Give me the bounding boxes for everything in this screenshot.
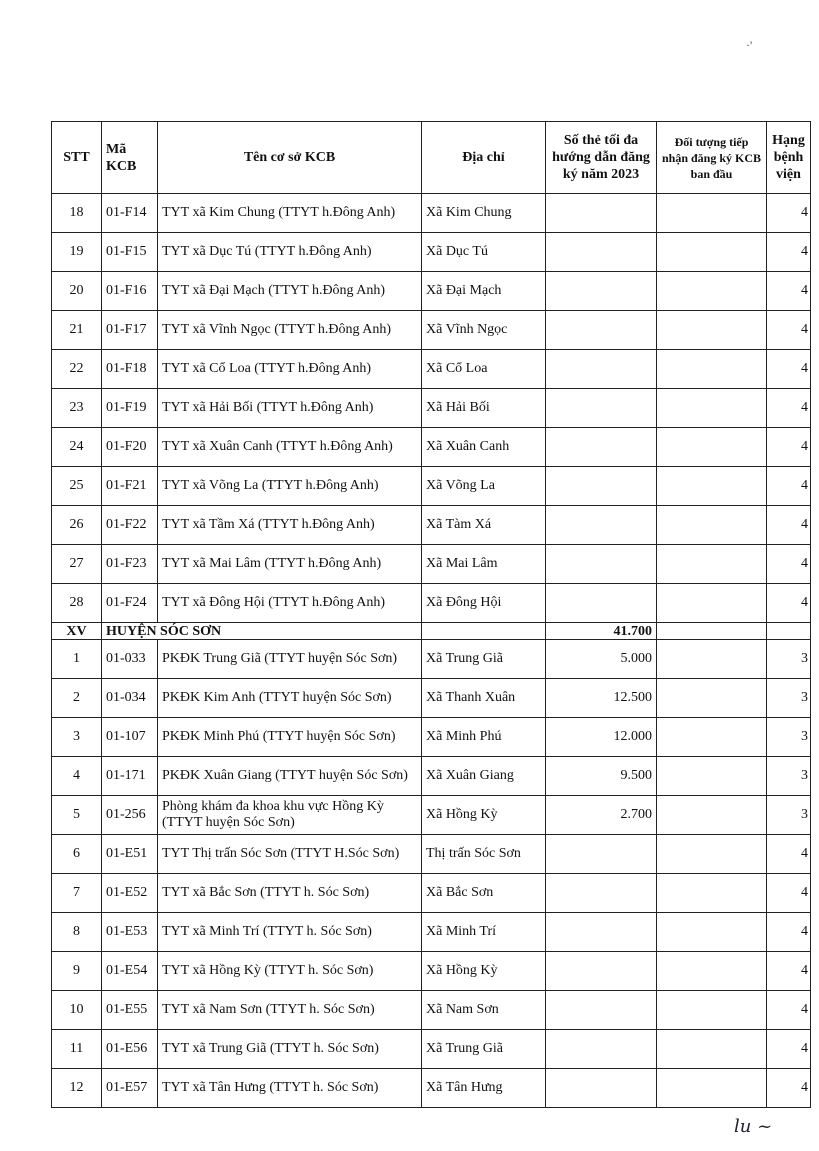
cell-ma-kcb: 01-E55 <box>102 991 158 1030</box>
cell-hang: 3 <box>767 640 811 679</box>
cell-doi-tuong <box>657 679 767 718</box>
cell-hang: 4 <box>767 389 811 428</box>
cell-so-the <box>546 835 657 874</box>
cell-ma-kcb: 01-E54 <box>102 952 158 991</box>
cell-so-the: 2.700 <box>546 796 657 835</box>
table-row <box>52 467 811 506</box>
cell-dia-chi: Thị trấn Sóc Sơn <box>422 835 546 874</box>
cell-doi-tuong <box>657 584 767 623</box>
cell-stt: 11 <box>52 1030 102 1069</box>
cell-so-the <box>546 913 657 952</box>
cell-dia-chi: Xã Trung Giã <box>422 640 546 679</box>
table-row <box>52 545 811 584</box>
cell-ten-co-so: TYT xã Võng La (TTYT h.Đông Anh) <box>158 467 422 506</box>
cell-doi-tuong <box>657 311 767 350</box>
cell-stt: 19 <box>52 233 102 272</box>
corner-mark: ·' <box>746 38 753 52</box>
cell-ten-co-so: TYT xã Nam Sơn (TTYT h. Sóc Sơn) <box>158 991 422 1030</box>
cell-ma-kcb: 01-F23 <box>102 545 158 584</box>
table-body-soc-son <box>52 640 811 1108</box>
table-row <box>52 1069 811 1108</box>
cell-stt: 18 <box>52 194 102 233</box>
cell-so-the <box>546 233 657 272</box>
cell-hang: 3 <box>767 679 811 718</box>
cell-hang: 4 <box>767 233 811 272</box>
cell-so-the <box>546 584 657 623</box>
cell-hang: 3 <box>767 796 811 835</box>
cell-doi-tuong <box>657 272 767 311</box>
cell-stt: 20 <box>52 272 102 311</box>
header-doi-tuong: Đối tượng tiếp nhận đăng ký KCB ban đầu <box>657 122 767 194</box>
table-row <box>52 1030 811 1069</box>
cell-dia-chi: Xã Trung Giã <box>422 1030 546 1069</box>
cell-ten-co-so: TYT xã Xuân Canh (TTYT h.Đông Anh) <box>158 428 422 467</box>
section-row <box>52 623 811 640</box>
cell-ten-co-so: TYT xã Tân Hưng (TTYT h. Sóc Sơn) <box>158 1069 422 1108</box>
cell-ma-kcb: 01-E57 <box>102 1069 158 1108</box>
cell-ma-kcb: 01-033 <box>102 640 158 679</box>
cell-ten-co-so: PKĐK Minh Phú (TTYT huyện Sóc Sơn) <box>158 718 422 757</box>
cell-doi-tuong <box>657 991 767 1030</box>
table-row <box>52 952 811 991</box>
cell-doi-tuong <box>657 506 767 545</box>
cell-ten-co-so: TYT xã Vĩnh Ngọc (TTYT h.Đông Anh) <box>158 311 422 350</box>
cell-doi-tuong <box>657 389 767 428</box>
table-row <box>52 874 811 913</box>
cell-hang: 4 <box>767 874 811 913</box>
cell-hang: 4 <box>767 835 811 874</box>
table-row <box>52 311 811 350</box>
cell-stt: 6 <box>52 835 102 874</box>
cell-doi-tuong <box>657 913 767 952</box>
cell-ten-co-so: TYT xã Kim Chung (TTYT h.Đông Anh) <box>158 194 422 233</box>
cell-ma-kcb: 01-F19 <box>102 389 158 428</box>
cell-dia-chi: Xã Hồng Kỳ <box>422 796 546 835</box>
cell-stt: 24 <box>52 428 102 467</box>
table-row <box>52 679 811 718</box>
cell-ten-co-so: TYT xã Bắc Sơn (TTYT h. Sóc Sơn) <box>158 874 422 913</box>
cell-so-the <box>546 952 657 991</box>
cell-stt: 25 <box>52 467 102 506</box>
cell-so-the <box>546 194 657 233</box>
cell-hang: 4 <box>767 272 811 311</box>
cell-so-the <box>546 428 657 467</box>
header-dia-chi: Địa chỉ <box>422 122 546 194</box>
cell-hang: 4 <box>767 467 811 506</box>
cell-ten-co-so: TYT xã Minh Trí (TTYT h. Sóc Sơn) <box>158 913 422 952</box>
cell-doi-tuong <box>657 640 767 679</box>
cell-ma-kcb: 01-E56 <box>102 1030 158 1069</box>
cell-so-the <box>546 1069 657 1108</box>
section-empty-address <box>422 623 546 640</box>
cell-hang: 4 <box>767 545 811 584</box>
cell-ma-kcb: 01-E52 <box>102 874 158 913</box>
cell-so-the <box>546 467 657 506</box>
cell-hang: 3 <box>767 718 811 757</box>
cell-doi-tuong <box>657 350 767 389</box>
cell-hang: 4 <box>767 991 811 1030</box>
cell-stt: 5 <box>52 796 102 835</box>
cell-ten-co-so: PKĐK Xuân Giang (TTYT huyện Sóc Sơn) <box>158 757 422 796</box>
cell-so-the <box>546 350 657 389</box>
section-so-the: 41.700 <box>546 623 657 640</box>
header-ten-co-so: Tên cơ sở KCB <box>158 122 422 194</box>
cell-stt: 27 <box>52 545 102 584</box>
cell-dia-chi: Xã Võng La <box>422 467 546 506</box>
cell-so-the <box>546 991 657 1030</box>
cell-so-the: 5.000 <box>546 640 657 679</box>
cell-ma-kcb: 01-F22 <box>102 506 158 545</box>
cell-dia-chi: Xã Thanh Xuân <box>422 679 546 718</box>
cell-dia-chi: Xã Nam Sơn <box>422 991 546 1030</box>
cell-stt: 9 <box>52 952 102 991</box>
cell-ma-kcb: 01-F21 <box>102 467 158 506</box>
table-row <box>52 757 811 796</box>
table-header <box>52 122 811 194</box>
table-row <box>52 350 811 389</box>
cell-ten-co-so: TYT xã Tầm Xá (TTYT h.Đông Anh) <box>158 506 422 545</box>
cell-ten-co-so: TYT xã Cổ Loa (TTYT h.Đông Anh) <box>158 350 422 389</box>
cell-stt: 22 <box>52 350 102 389</box>
cell-stt: 23 <box>52 389 102 428</box>
cell-ma-kcb: 01-F18 <box>102 350 158 389</box>
cell-so-the <box>546 545 657 584</box>
cell-so-the <box>546 1030 657 1069</box>
cell-dia-chi: Xã Minh Trí <box>422 913 546 952</box>
cell-stt: 2 <box>52 679 102 718</box>
table-row <box>52 233 811 272</box>
cell-stt: 21 <box>52 311 102 350</box>
cell-hang: 4 <box>767 194 811 233</box>
table-row <box>52 796 811 835</box>
table-body-dong-anh <box>52 194 811 623</box>
header-stt: STT <box>52 122 102 194</box>
cell-hang: 4 <box>767 952 811 991</box>
cell-ten-co-so: TYT xã Dục Tú (TTYT h.Đông Anh) <box>158 233 422 272</box>
table-row <box>52 506 811 545</box>
cell-ten-co-so: PKĐK Kim Anh (TTYT huyện Sóc Sơn) <box>158 679 422 718</box>
table-row <box>52 584 811 623</box>
cell-hang: 4 <box>767 1069 811 1108</box>
section-soc-son <box>52 623 811 640</box>
cell-so-the: 12.500 <box>546 679 657 718</box>
section-stt: XV <box>52 623 102 640</box>
cell-hang: 4 <box>767 350 811 389</box>
header-hang-bv: Hạng bệnh viện <box>767 122 811 194</box>
cell-stt: 26 <box>52 506 102 545</box>
cell-ma-kcb: 01-F20 <box>102 428 158 467</box>
cell-dia-chi: Xã Tàm Xá <box>422 506 546 545</box>
cell-so-the <box>546 874 657 913</box>
cell-ma-kcb: 01-034 <box>102 679 158 718</box>
cell-hang: 4 <box>767 311 811 350</box>
table-row <box>52 718 811 757</box>
cell-ma-kcb: 01-F17 <box>102 311 158 350</box>
table-row <box>52 991 811 1030</box>
cell-dia-chi: Xã Hải Bối <box>422 389 546 428</box>
cell-stt: 10 <box>52 991 102 1030</box>
cell-hang: 3 <box>767 757 811 796</box>
cell-dia-chi: Xã Đại Mạch <box>422 272 546 311</box>
cell-doi-tuong <box>657 952 767 991</box>
cell-ten-co-so: TYT xã Trung Giã (TTYT h. Sóc Sơn) <box>158 1030 422 1069</box>
cell-stt: 3 <box>52 718 102 757</box>
table-row <box>52 913 811 952</box>
cell-ma-kcb: 01-F16 <box>102 272 158 311</box>
cell-doi-tuong <box>657 545 767 584</box>
cell-dia-chi: Xã Xuân Giang <box>422 757 546 796</box>
cell-ten-co-so: TYT xã Hải Bối (TTYT h.Đông Anh) <box>158 389 422 428</box>
table-row <box>52 389 811 428</box>
header-ma-kcb: Mã KCB <box>102 122 158 194</box>
cell-doi-tuong <box>657 233 767 272</box>
cell-stt: 28 <box>52 584 102 623</box>
cell-so-the: 12.000 <box>546 718 657 757</box>
cell-ten-co-so: TYT xã Mai Lâm (TTYT h.Đông Anh) <box>158 545 422 584</box>
cell-doi-tuong <box>657 1069 767 1108</box>
header-so-the: Số thẻ tối đa hướng dẫn đăng ký năm 2023 <box>546 122 657 194</box>
cell-ten-co-so: TYT xã Đại Mạch (TTYT h.Đông Anh) <box>158 272 422 311</box>
cell-dia-chi: Xã Hồng Kỳ <box>422 952 546 991</box>
table-row <box>52 428 811 467</box>
cell-dia-chi: Xã Minh Phú <box>422 718 546 757</box>
cell-hang: 4 <box>767 913 811 952</box>
cell-ten-co-so: TYT Thị trấn Sóc Sơn (TTYT H.Sóc Sơn) <box>158 835 422 874</box>
cell-doi-tuong <box>657 718 767 757</box>
table-row <box>52 272 811 311</box>
section-title: HUYỆN SÓC SƠN <box>102 623 422 640</box>
cell-ten-co-so: TYT xã Đông Hội (TTYT h.Đông Anh) <box>158 584 422 623</box>
cell-ma-kcb: 01-F14 <box>102 194 158 233</box>
cell-doi-tuong <box>657 428 767 467</box>
cell-ma-kcb: 01-F15 <box>102 233 158 272</box>
cell-dia-chi: Xã Cổ Loa <box>422 350 546 389</box>
cell-stt: 8 <box>52 913 102 952</box>
section-empty-rank <box>767 623 811 640</box>
facility-table <box>51 121 811 1108</box>
cell-stt: 12 <box>52 1069 102 1108</box>
cell-hang: 4 <box>767 584 811 623</box>
cell-stt: 7 <box>52 874 102 913</box>
cell-hang: 4 <box>767 428 811 467</box>
cell-so-the <box>546 311 657 350</box>
cell-dia-chi: Xã Kim Chung <box>422 194 546 233</box>
cell-ten-co-so: Phòng khám đa khoa khu vực Hồng Kỳ (TTYT huyện Sóc Sơn) <box>158 796 422 835</box>
cell-stt: 1 <box>52 640 102 679</box>
cell-stt: 4 <box>52 757 102 796</box>
cell-doi-tuong <box>657 757 767 796</box>
cell-doi-tuong <box>657 874 767 913</box>
cell-so-the <box>546 389 657 428</box>
cell-ma-kcb: 01-171 <box>102 757 158 796</box>
cell-so-the: 9.500 <box>546 757 657 796</box>
table-row <box>52 194 811 233</box>
cell-doi-tuong <box>657 467 767 506</box>
cell-dia-chi: Xã Dục Tú <box>422 233 546 272</box>
cell-doi-tuong <box>657 796 767 835</box>
cell-hang: 4 <box>767 506 811 545</box>
cell-ma-kcb: 01-E53 <box>102 913 158 952</box>
cell-dia-chi: Xã Mai Lâm <box>422 545 546 584</box>
cell-dia-chi: Xã Đông Hội <box>422 584 546 623</box>
cell-so-the <box>546 272 657 311</box>
cell-so-the <box>546 506 657 545</box>
cell-ten-co-so: PKĐK Trung Giã (TTYT huyện Sóc Sơn) <box>158 640 422 679</box>
cell-dia-chi: Xã Vĩnh Ngọc <box>422 311 546 350</box>
cell-hang: 4 <box>767 1030 811 1069</box>
cell-ten-co-so: TYT xã Hồng Kỳ (TTYT h. Sóc Sơn) <box>158 952 422 991</box>
cell-doi-tuong <box>657 1030 767 1069</box>
cell-ma-kcb: 01-E51 <box>102 835 158 874</box>
cell-dia-chi: Xã Xuân Canh <box>422 428 546 467</box>
cell-ma-kcb: 01-256 <box>102 796 158 835</box>
cell-ma-kcb: 01-107 <box>102 718 158 757</box>
cell-dia-chi: Xã Bắc Sơn <box>422 874 546 913</box>
section-empty-target <box>657 623 767 640</box>
cell-ma-kcb: 01-F24 <box>102 584 158 623</box>
cell-dia-chi: Xã Tân Hưng <box>422 1069 546 1108</box>
signature-mark: lu ~ <box>734 1116 773 1137</box>
cell-doi-tuong <box>657 835 767 874</box>
cell-doi-tuong <box>657 194 767 233</box>
table-row <box>52 835 811 874</box>
table-row <box>52 640 811 679</box>
